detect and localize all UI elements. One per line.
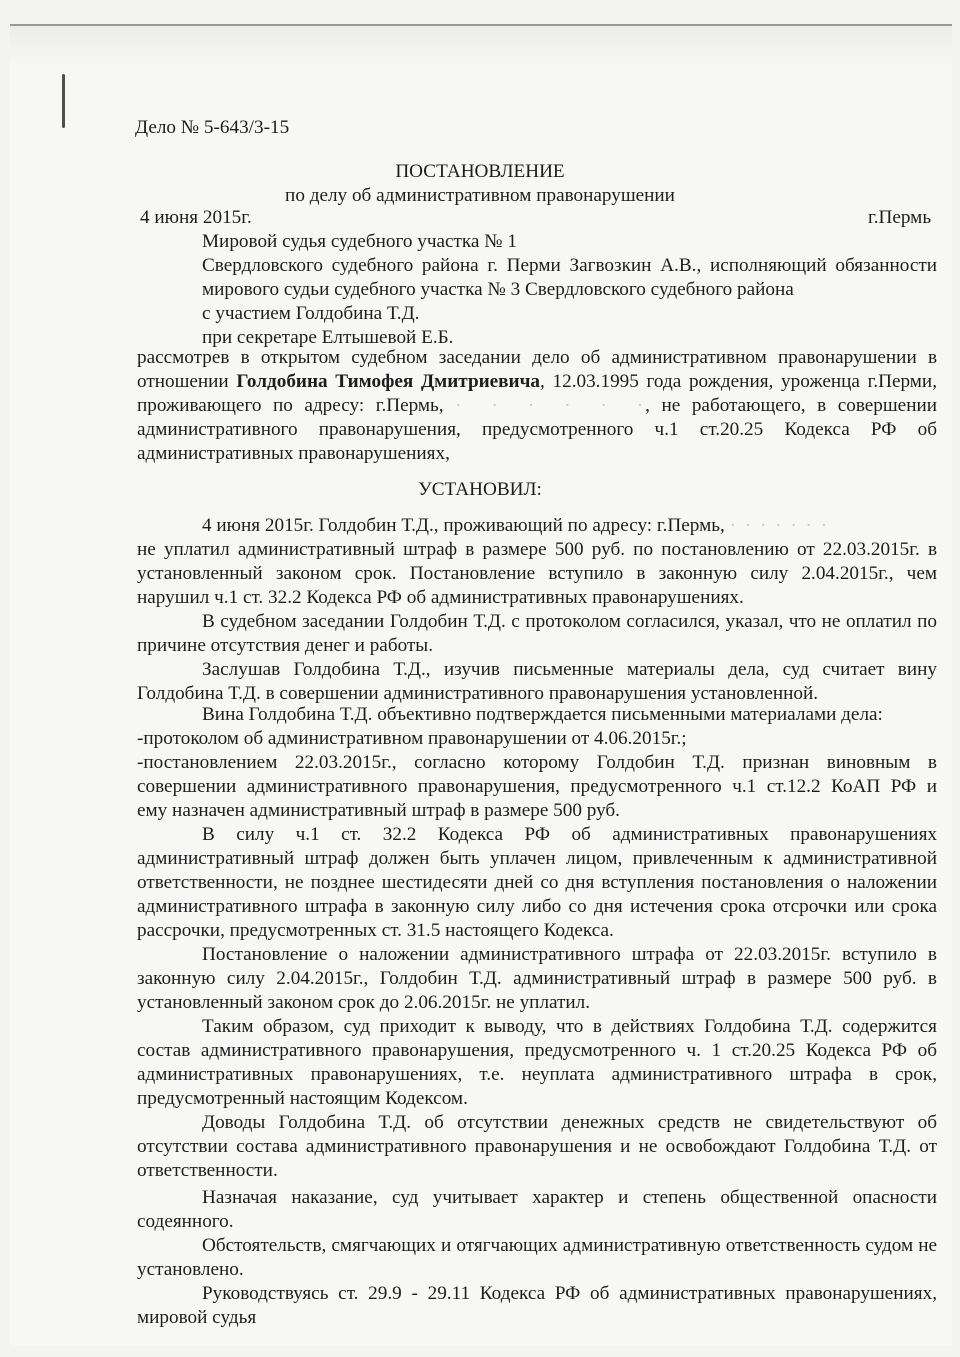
paragraph-line xyxy=(202,514,850,538)
intro-line: с участием Голдобина Т.Д. xyxy=(202,303,420,324)
defendant-name: Голдобина Тимофея Дмитриевича xyxy=(236,371,541,392)
considering-line: административного правонарушения, предусмотренного ч.1 ст.20.25 Кодекса РФ об xyxy=(137,419,937,440)
considering-line xyxy=(137,394,937,418)
paragraph-line: установленный законом срок. Постановление вступило в законную силу 2.04.2015г., чем xyxy=(137,563,937,584)
paragraph-line: В судебном заседании Голдобин Т.Д. с протоколом согласился, указал, что не оплатил по xyxy=(202,611,937,632)
paragraph-line: Вина Голдобина Т.Д. объективно подтверждается письменными материалами дела: xyxy=(202,704,883,725)
paragraph-line: административный штраф должен быть уплачен лицом, привлеченным к административной xyxy=(137,848,937,869)
evidence-item: -протоколом об административном правонарушении от 4.06.2015г.; xyxy=(137,728,687,749)
document-city: г.Пермь xyxy=(868,207,932,228)
considering-line: рассмотрев в открытом судебном заседании дело об административном правонарушении в xyxy=(137,347,937,368)
intro-line: Свердловского судебного района г. Перми Загвозкин А.В., исполняющий обязанности xyxy=(202,255,937,276)
paragraph-line: ему назначен административный штраф в размере 500 руб. xyxy=(137,800,620,821)
paragraph-line: предусмотренный настоящим Кодексом. xyxy=(137,1088,468,1109)
paragraph-line: Назначая наказание, суд учитывает характер и степень общественной опасности xyxy=(202,1187,937,1208)
considering-text: , не работающего, в совершении xyxy=(645,395,937,416)
paragraph-line: ответственности. xyxy=(137,1160,278,1181)
paragraph-line: ответственности, не позднее шестидесяти дней со дня вступления постановления о наложении xyxy=(137,872,937,893)
intro-line: при секретаре Елтышевой Е.Б. xyxy=(202,327,454,348)
document-subtitle: по делу об административном правонарушении xyxy=(285,185,675,206)
paragraph-line: совершении административного правонарушения, предусмотренного ч.1 ст.12.2 КоАП РФ и xyxy=(137,776,937,797)
considering-text: , 12.03.1995 года рождения, уроженца г.Перми, xyxy=(540,371,937,392)
paragraph-line: отсутствии состава административного правонарушения и не освобождают Голдобина Т.Д. от xyxy=(137,1136,937,1157)
paragraph-line: административных правонарушениях, т.е. неуплата административного штрафа в срок, xyxy=(137,1064,937,1085)
paragraph-line: рассрочки, предусмотренных ст. 31.5 настоящего Кодекса. xyxy=(137,920,614,941)
paragraph-line: состав административного правонарушения, предусмотренного ч. 1 ст.20.25 Кодекса РФ об xyxy=(137,1040,937,1061)
intro-line: мирового судьи судебного участка № 3 Свердловского судебного района xyxy=(202,279,794,300)
considering-text: отношении xyxy=(137,371,237,392)
staple-mark xyxy=(62,74,65,128)
paragraph-line: Голдобина Т.Д. в совершении административного правонарушения установленной. xyxy=(137,683,819,704)
paragraph-line: Постановление о наложении административного штрафа от 22.03.2015г. вступило в xyxy=(202,944,937,965)
considering-line xyxy=(137,370,937,394)
paragraph-line: причине отсутствия денег и работы. xyxy=(137,635,434,656)
document-date: 4 июня 2015г. xyxy=(140,207,252,228)
considering-line: административных правонарушениях, xyxy=(137,443,450,464)
intro-line: Мировой судья судебного участка № 1 xyxy=(202,231,517,252)
paragraph-line: Обстоятельств, смягчающих и отягчающих административную ответственность судом не xyxy=(202,1235,937,1256)
paragraph-line: установлено. xyxy=(137,1259,244,1280)
paragraph-line: Руководствуясь ст. 29.9 - 29.11 Кодекса РФ об административных правонарушениях, xyxy=(202,1283,937,1304)
paragraph-line: содеянного. xyxy=(137,1211,234,1232)
paragraph-line: Доводы Голдобина Т.Д. об отсутствии денежных средств не свидетельствуют об xyxy=(202,1112,937,1133)
paragraph-line: нарушил ч.1 ст. 32.2 Кодекса РФ об административных правонарушениях. xyxy=(137,587,744,608)
paragraph-line: установленный законом срок до 2.06.2015г. не уплатил. xyxy=(137,992,591,1013)
established-heading: УСТАНОВИЛ: xyxy=(418,479,542,500)
paragraph-line: мировой судья xyxy=(137,1307,257,1328)
considering-text: проживающего по адресу: г.Пермь, xyxy=(137,395,444,416)
paragraph-line: законную силу 2.04.2015г., Голдобин Т.Д. административный штраф в размере 500 руб. в xyxy=(137,968,937,989)
case-number: Дело № 5-643/3-15 xyxy=(135,117,290,138)
evidence-item: -постановлением 22.03.2015г., согласно которому Голдобин Т.Д. признан виновным в xyxy=(137,752,937,773)
paragraph-line: Таким образом, суд приходит к выводу, что в действиях Голдобина Т.Д. содержится xyxy=(202,1016,937,1037)
paragraph-line: административного штрафа в законную силу либо со дня истечения срока отсрочки или срока xyxy=(137,896,937,917)
redacted-address: · · · · · · · xyxy=(729,515,830,536)
paragraph-line: В силу ч.1 ст. 32.2 Кодекса РФ об административных правонарушениях xyxy=(202,824,937,845)
paragraph-text: 4 июня 2015г. Голдобин Т.Д., проживающий по адресу: г.Пермь, xyxy=(202,515,725,536)
document-title: ПОСТАНОВЛЕНИЕ xyxy=(395,161,565,182)
paragraph-line: не уплатил административный штраф в размере 500 руб. по постановлению от 22.03.2015г. в xyxy=(137,539,937,560)
redacted-address: · · · · · · xyxy=(455,395,646,416)
paragraph-line: Заслушав Голдобина Т.Д., изучив письменные материалы дела, суд считает вину xyxy=(202,659,937,680)
